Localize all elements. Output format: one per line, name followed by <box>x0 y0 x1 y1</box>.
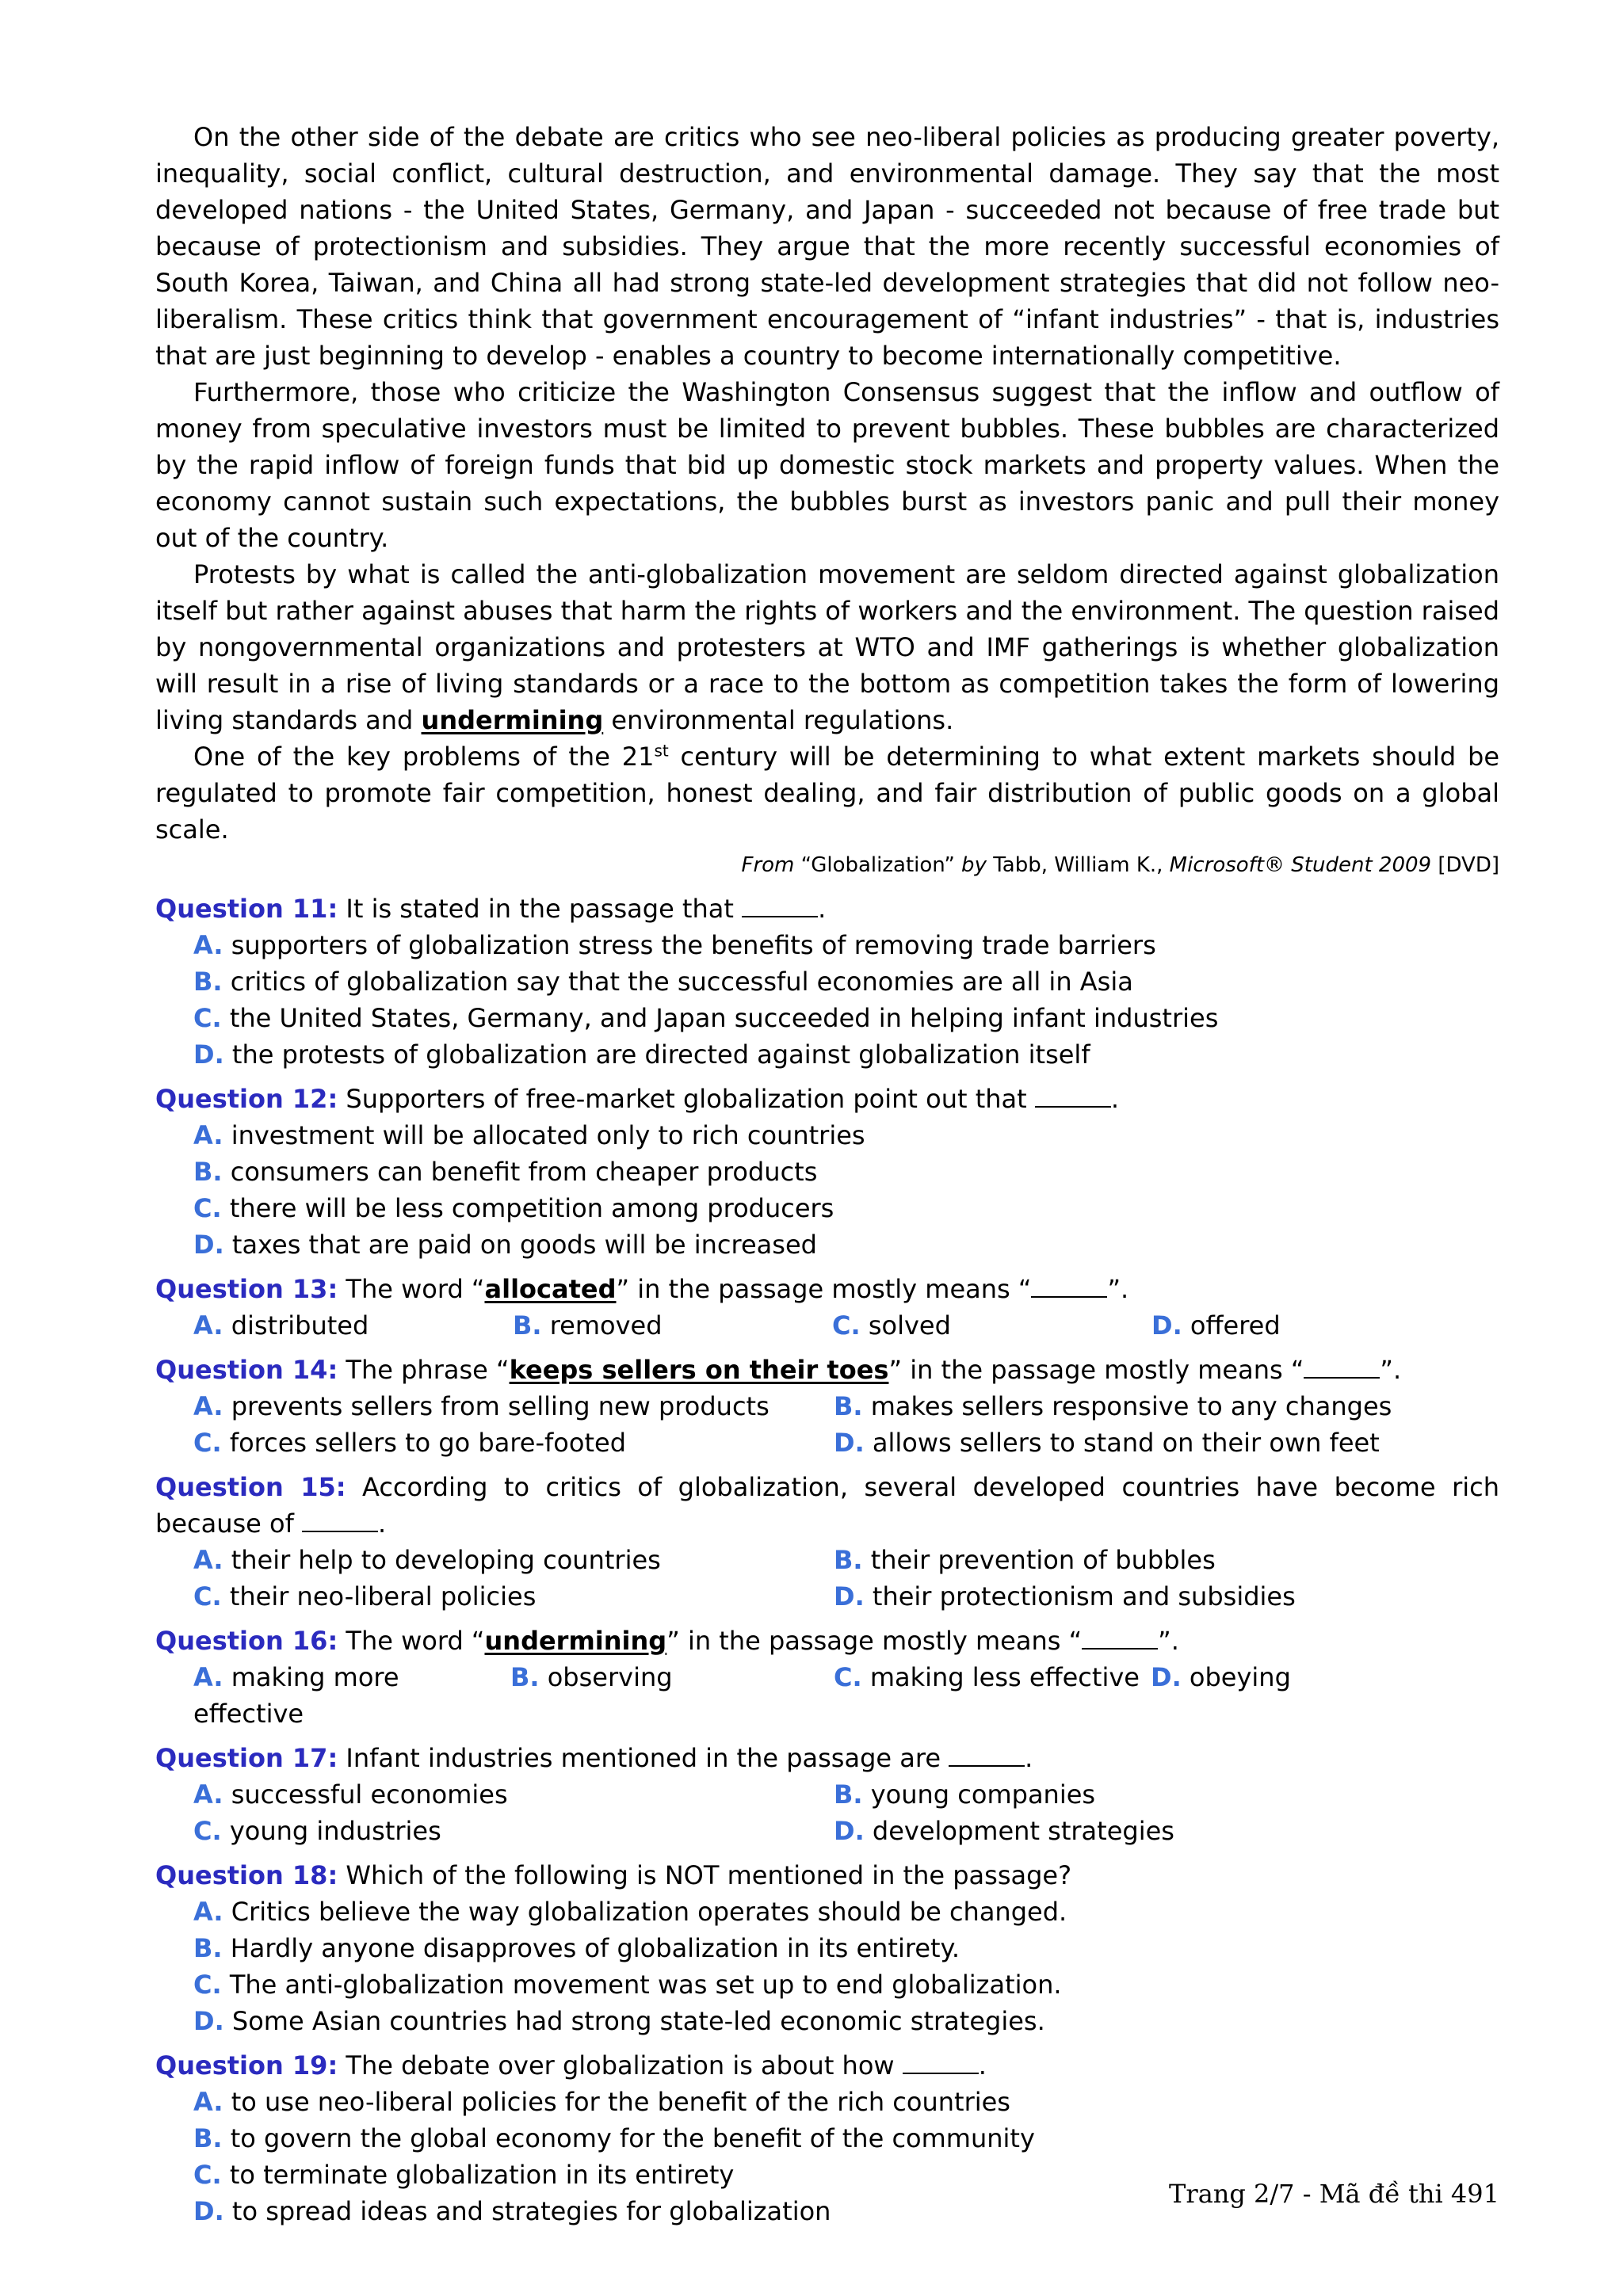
option-text: making less effective <box>861 1662 1140 1692</box>
option-letter: A. <box>193 1897 223 1927</box>
option-letter: C. <box>834 1662 862 1692</box>
option-list <box>193 1894 1499 2039</box>
option-text: investment will be allocated only to rich countries <box>223 1120 865 1150</box>
option-letter: D. <box>193 2196 224 2226</box>
option-letter: B. <box>510 1662 540 1692</box>
option-a[interactable] <box>193 1542 834 1578</box>
question-text-end: ” in the passage mostly means “ <box>666 1626 1083 1656</box>
option-text: making more effective <box>193 1662 399 1729</box>
option-a[interactable] <box>193 1776 834 1813</box>
option-letter: C. <box>193 2160 222 2190</box>
option-letter: A. <box>193 1779 223 1810</box>
question-13 <box>155 1271 1499 1344</box>
question-end: . <box>1110 1084 1120 1114</box>
option-letter: B. <box>834 1391 863 1421</box>
question-15 <box>155 1469 1499 1615</box>
question-stem <box>155 2047 1499 2084</box>
option-c[interactable] <box>193 1425 834 1461</box>
option-d[interactable] <box>193 2003 1499 2039</box>
option-letter: A. <box>193 1310 223 1341</box>
option-letter: D. <box>1151 1662 1182 1692</box>
option-a[interactable] <box>193 1388 834 1425</box>
option-list <box>193 1776 1499 1849</box>
option-b[interactable] <box>193 963 1499 1000</box>
option-letter: C. <box>193 1003 222 1033</box>
question-text: Infant industries mentioned in the passage are <box>338 1743 949 1773</box>
answer-blank <box>1035 1082 1111 1108</box>
option-letter: D. <box>834 1816 865 1846</box>
question-end: ”. <box>1380 1355 1402 1385</box>
p4-text-end: century will be determining to what extent markets should be regulated to promote fair competition, honest dealing, and fair distribution of public goods on a global scale. <box>155 742 1500 845</box>
option-b[interactable] <box>510 1659 834 1732</box>
option-list <box>193 927 1499 1073</box>
option-text: obeying <box>1181 1662 1291 1692</box>
option-letter: C. <box>193 1193 222 1223</box>
option-b[interactable] <box>834 1776 1474 1813</box>
source-author: Tabb, William K., <box>993 853 1170 877</box>
option-text: observing <box>539 1662 673 1692</box>
question-17 <box>155 1740 1499 1849</box>
option-list <box>193 1117 1499 1263</box>
option-text: to terminate globalization in its entirety <box>221 2160 735 2190</box>
option-letter: C. <box>193 1581 222 1611</box>
page-content <box>155 119 1499 2229</box>
question-14 <box>155 1352 1499 1461</box>
question-text: It is stated in the passage that <box>338 894 743 924</box>
option-c[interactable] <box>193 1000 1499 1036</box>
option-d[interactable] <box>834 1425 1474 1461</box>
option-text: their prevention of bubbles <box>862 1545 1216 1575</box>
option-text: development strategies <box>864 1816 1174 1846</box>
option-text: successful economies <box>223 1779 508 1810</box>
question-text: The word “ <box>338 1274 485 1304</box>
option-c[interactable] <box>193 1578 834 1615</box>
p4-text: One of the key problems of the 21 <box>193 742 655 772</box>
underlined-word-undermining: undermining <box>484 1626 667 1656</box>
option-letter: B. <box>834 1545 863 1575</box>
option-d[interactable] <box>193 1036 1499 1073</box>
option-letter: A. <box>193 1391 223 1421</box>
answer-blank <box>1082 1624 1158 1650</box>
option-text: makes sellers responsive to any changes <box>862 1391 1392 1421</box>
option-b[interactable] <box>193 1154 1499 1190</box>
source-citation <box>155 849 1499 881</box>
option-a[interactable] <box>193 1659 510 1732</box>
superscript-st: st <box>654 741 669 761</box>
passage-paragraph-3 <box>155 556 1499 738</box>
option-letter: A. <box>193 1545 223 1575</box>
answer-blank <box>949 1741 1025 1767</box>
option-letter: C. <box>193 1816 222 1846</box>
question-label: Question 13: <box>155 1274 338 1304</box>
option-d[interactable] <box>1151 1659 1388 1732</box>
option-row <box>193 1542 1499 1578</box>
option-text: young industries <box>221 1816 441 1846</box>
option-letter: B. <box>513 1310 542 1341</box>
option-letter: D. <box>834 1428 865 1458</box>
option-b[interactable] <box>513 1307 832 1344</box>
question-text: Supporters of free-market globalization point out that <box>338 1084 1035 1114</box>
option-text: to spread ideas and strategies for globalization <box>223 2196 831 2226</box>
option-letter: D. <box>193 2006 224 2036</box>
underlined-word-allocated: allocated <box>484 1274 617 1304</box>
option-text: Critics believe the way globalization operates should be changed. <box>223 1897 1067 1927</box>
source-by: by <box>954 853 994 877</box>
option-a[interactable] <box>193 927 1499 963</box>
question-stem <box>155 1271 1499 1307</box>
question-label: Question 16: <box>155 1626 338 1656</box>
question-label: Question 18: <box>155 1860 338 1890</box>
underlined-phrase: keeps sellers on their toes <box>509 1355 889 1385</box>
option-d[interactable] <box>1151 1307 1471 1344</box>
option-text: distributed <box>223 1310 369 1341</box>
option-text: their help to developing countries <box>223 1545 661 1575</box>
option-b[interactable] <box>193 2120 1499 2157</box>
answer-blank <box>1031 1272 1107 1298</box>
option-text: to use neo-liberal policies for the benefit of the rich countries <box>223 2087 1010 2117</box>
option-text: The anti-globalization movement was set up to end globalization. <box>221 1970 1062 2000</box>
option-text: the United States, Germany, and Japan succeeded in helping infant industries <box>221 1003 1219 1033</box>
option-text: Hardly anyone disapproves of globalization in its entirety. <box>222 1933 960 1963</box>
answer-blank <box>742 892 818 917</box>
option-c[interactable] <box>193 1966 1499 2003</box>
option-text: to govern the global economy for the benefit of the community <box>222 2123 1035 2153</box>
question-label: Question 15: <box>155 1472 346 1502</box>
option-letter: D. <box>193 1230 224 1260</box>
option-c[interactable] <box>832 1307 1151 1344</box>
option-letter: B. <box>193 1157 223 1187</box>
option-text: allows sellers to stand on their own feet <box>864 1428 1380 1458</box>
option-row <box>193 1813 1499 1849</box>
option-text: young companies <box>862 1779 1096 1810</box>
question-end: . <box>378 1508 387 1539</box>
option-list <box>193 1388 1499 1461</box>
question-stem <box>155 1623 1499 1659</box>
option-letter: B. <box>193 967 223 997</box>
option-c[interactable] <box>193 1813 834 1849</box>
option-text: consumers can benefit from cheaper products <box>222 1157 818 1187</box>
question-text: The word “ <box>338 1626 485 1656</box>
answer-blank <box>302 1507 378 1532</box>
source-medium: [DVD] <box>1431 853 1499 877</box>
option-a[interactable] <box>193 1307 513 1344</box>
option-a[interactable] <box>193 1894 1499 1930</box>
option-letter: D. <box>834 1581 865 1611</box>
option-letter: C. <box>832 1310 861 1341</box>
option-row <box>193 1388 1499 1425</box>
question-label: Question 12: <box>155 1084 338 1114</box>
answer-blank <box>903 2049 979 2074</box>
underlined-word-undermining: undermining <box>421 705 604 735</box>
question-stem <box>155 1081 1499 1117</box>
p3-text-end: environmental regulations. <box>603 705 954 735</box>
question-text-end: ” in the passage mostly means “ <box>616 1274 1032 1304</box>
question-label: Question 14: <box>155 1355 338 1385</box>
option-letter: B. <box>193 2123 223 2153</box>
p3-text: Protests by what is called the anti-globalization movement are seldom directed against globalization itself but rather against abuses that harm the rights of workers and the environment. The question raised by nongovernmental organizations and protesters at WTO and IMF gatherings is whether globalization will result in a rise of living standards or a race to the bottom as competition takes the form of lowering living standards and <box>155 559 1499 735</box>
option-letter: B. <box>834 1779 863 1810</box>
question-label: Question 11: <box>155 894 338 924</box>
question-text: The debate over globalization is about how <box>338 2050 903 2081</box>
option-c[interactable] <box>193 1190 1499 1226</box>
option-text: critics of globalization say that the successful economies are all in Asia <box>222 967 1133 997</box>
option-text: offered <box>1182 1310 1281 1341</box>
passage-paragraph-1: On the other side of the debate are critics who see neo-liberal policies as producing greater poverty, inequality, social conflict, cultural destruction, and environmental damage. They say that the most developed nations - the United States, Germany, and Japan - succeeded not because of free trade but because of protectionism and subsidies. They argue that the more recently successful economies of South Korea, Taiwan, and China all had strong state-led development strategies that did not follow neo-liberalism. These critics think that government encouragement of “infant industries” - that is, industries that are just beginning to develop - enables a country to become internationally competitive. <box>155 122 1499 371</box>
option-b[interactable] <box>834 1388 1474 1425</box>
option-a[interactable] <box>193 2084 1499 2120</box>
option-letter: A. <box>193 1662 223 1692</box>
question-label: Question 17: <box>155 1743 338 1773</box>
option-letter: C. <box>193 1970 222 2000</box>
question-stem <box>155 1857 1499 1894</box>
option-row <box>193 1578 1499 1615</box>
option-text: their protectionism and subsidies <box>864 1581 1296 1611</box>
option-list <box>193 1307 1499 1344</box>
option-row <box>193 1425 1499 1461</box>
option-list <box>193 1659 1499 1732</box>
question-end: ”. <box>1107 1274 1129 1304</box>
question-11 <box>155 891 1499 1073</box>
question-end: . <box>1025 1743 1033 1773</box>
option-d[interactable] <box>834 1813 1474 1849</box>
option-b[interactable] <box>834 1542 1474 1578</box>
question-18 <box>155 1857 1499 2039</box>
option-letter: A. <box>193 1120 223 1150</box>
answer-blank <box>1304 1353 1380 1379</box>
option-letter: C. <box>193 1428 222 1458</box>
option-list <box>193 1542 1499 1615</box>
question-text: According to critics of globalization, several developed countries have become rich because of <box>155 1472 1500 1539</box>
question-text: The phrase “ <box>338 1355 510 1385</box>
question-text: Which of the following is NOT mentioned in the passage? <box>338 1860 1072 1890</box>
question-12 <box>155 1081 1499 1263</box>
question-stem <box>155 1352 1499 1388</box>
option-letter: B. <box>193 1933 223 1963</box>
option-d[interactable] <box>193 1226 1499 1263</box>
option-text: taxes that are paid on goods will be increased <box>223 1230 817 1260</box>
option-d[interactable] <box>834 1578 1474 1615</box>
question-stem <box>155 891 1499 927</box>
option-c[interactable] <box>834 1659 1151 1732</box>
question-label: Question 19: <box>155 2050 338 2081</box>
option-row <box>193 1776 1499 1813</box>
option-text: prevents sellers from selling new products <box>223 1391 769 1421</box>
question-end: ”. <box>1158 1626 1179 1656</box>
option-text: there will be less competition among producers <box>221 1193 834 1223</box>
option-letter: D. <box>193 1039 224 1070</box>
question-16 <box>155 1623 1499 1732</box>
question-stem <box>155 1740 1499 1776</box>
passage-paragraph-2: Furthermore, those who criticize the Washington Consensus suggest that the inflow and outflow of money from speculative investors must be limited to prevent bubbles. These bubbles are characterized by the rapid inflow of foreign funds that bid up domestic stock markets and property values. When the economy cannot sustain such expectations, the bubbles burst as investors panic and pull their money out of the country. <box>155 377 1499 553</box>
passage-paragraph-4 <box>155 738 1499 848</box>
source-from: From <box>741 853 801 877</box>
option-text: supporters of globalization stress the benefits of removing trade barriers <box>223 930 1156 960</box>
option-text: their neo-liberal policies <box>221 1581 537 1611</box>
option-a[interactable] <box>193 1117 1499 1154</box>
option-text: removed <box>541 1310 663 1341</box>
page-footer: Trang 2/7 - Mã đề thi 491 <box>1169 2179 1499 2209</box>
source-title: “Globalization” <box>800 853 955 877</box>
question-text-end: ” in the passage mostly means “ <box>888 1355 1304 1385</box>
option-text: solved <box>860 1310 951 1341</box>
option-letter: D. <box>1151 1310 1182 1341</box>
question-stem <box>155 1469 1499 1542</box>
option-b[interactable] <box>193 1930 1499 1966</box>
source-work: Microsoft® Student 2009 <box>1169 853 1432 877</box>
option-text: the protests of globalization are directed against globalization itself <box>223 1039 1090 1070</box>
option-text: Some Asian countries had strong state-led economic strategies. <box>223 2006 1045 2036</box>
option-letter: A. <box>193 2087 223 2117</box>
question-end: . <box>978 2050 987 2081</box>
option-letter: A. <box>193 930 223 960</box>
question-end: . <box>818 894 827 924</box>
option-text: forces sellers to go bare-footed <box>221 1428 626 1458</box>
